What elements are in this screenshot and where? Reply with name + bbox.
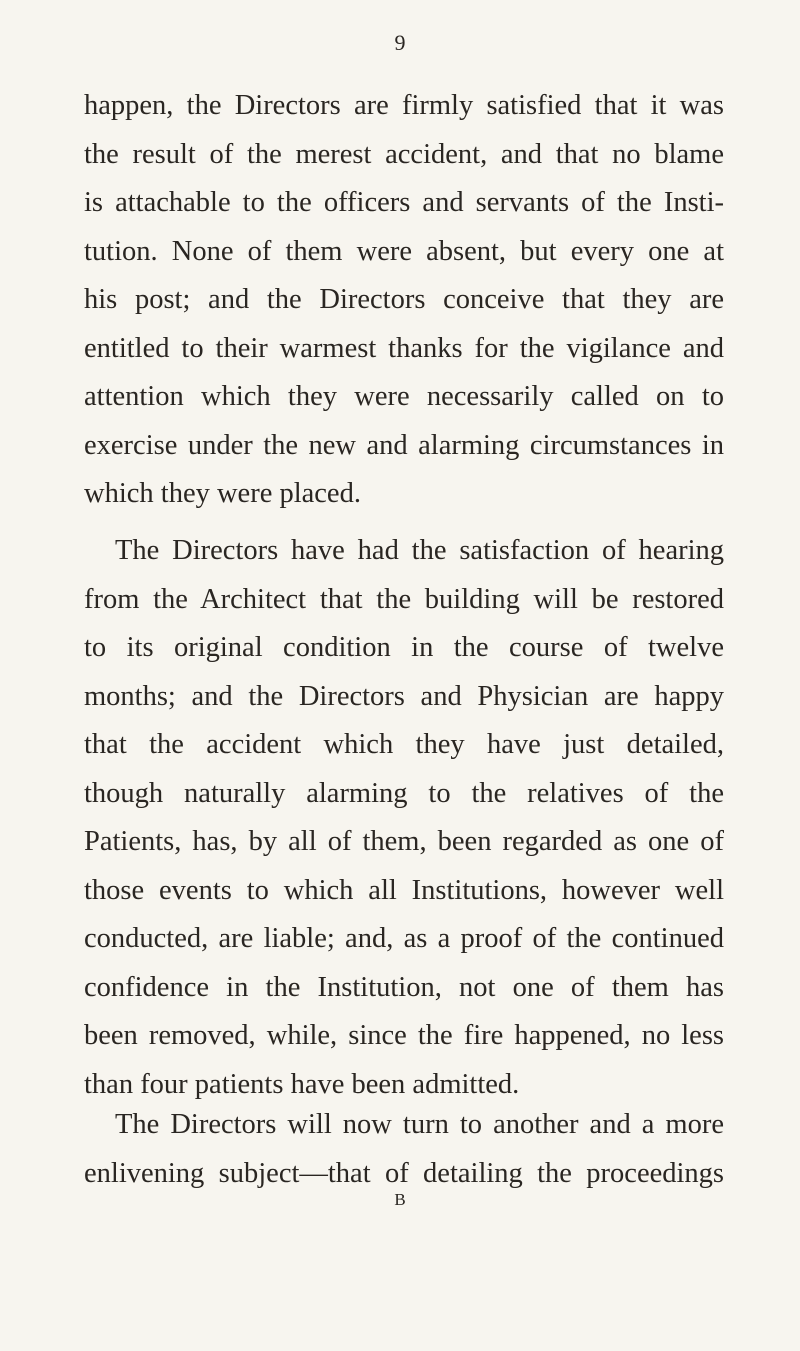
signature-mark: B xyxy=(394,1190,406,1209)
text-line: attention which they were necessarily called on to xyxy=(84,381,724,412)
text-line: happen, the Directors are firmly satisfied that it was xyxy=(84,90,724,121)
text-line: though naturally alarming to the relatives of the xyxy=(84,777,724,809)
text-line: those events to which all Institutions, however well xyxy=(84,874,724,906)
text-line: that the accident which they have just detailed, xyxy=(84,729,724,760)
text-line: which they were placed. xyxy=(84,478,361,509)
text-line: conducted, are liable; and, as a proof of the continued xyxy=(84,923,724,954)
text-line: than four patients have been admitted. xyxy=(84,1068,520,1100)
text-line: is attachable to the officers and servants of the Insti- xyxy=(84,187,724,218)
text-line: The Directors have had the satisfaction of hearing xyxy=(115,535,724,566)
text-line: entitled to their warmest thanks for the vigilance and xyxy=(84,332,724,364)
text-line: The Directors will now turn to another and a more xyxy=(115,1109,724,1140)
paragraph-1 xyxy=(84,82,724,519)
text-line: enlivening subject—that of detailing the proceedings xyxy=(84,1157,724,1189)
text-line: exercise under the new and alarming circumstances in xyxy=(84,429,724,461)
text-line: been removed, while, since the fire happened, no less xyxy=(84,1020,724,1051)
text-line: Patients, has, by all of them, been regarded as one of xyxy=(84,826,724,857)
page-number: 9 xyxy=(394,30,406,55)
text-line: confidence in the Institution, not one of them has xyxy=(84,971,724,1003)
text-line: tution. None of them were absent, but every one at xyxy=(84,235,724,267)
text-line: the result of the merest accident, and that no blame xyxy=(84,138,724,170)
text-line: to its original condition in the course of twelve xyxy=(84,632,724,663)
paragraph-2 xyxy=(84,527,724,1109)
text-line: months; and the Directors and Physician are happy xyxy=(84,680,724,712)
text-line: his post; and the Directors conceive that they are xyxy=(84,284,724,315)
paragraph-3 xyxy=(84,1101,724,1198)
text-line: from the Architect that the building will be restored xyxy=(84,583,724,615)
